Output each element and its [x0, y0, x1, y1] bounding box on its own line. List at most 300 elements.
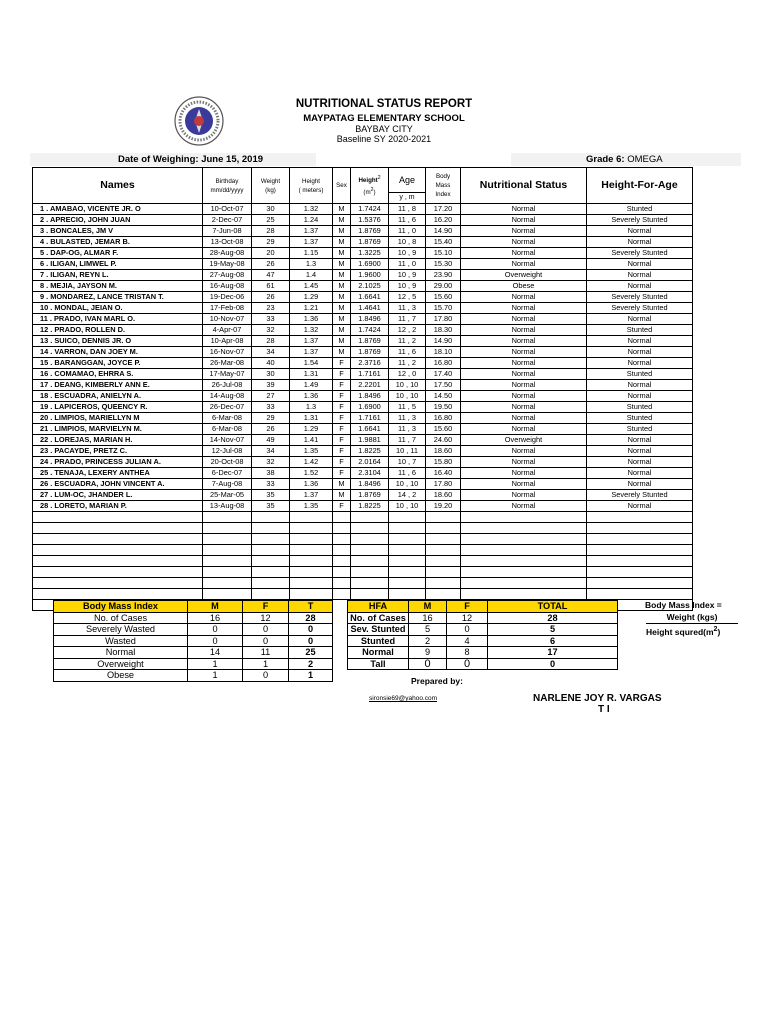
- cell-weight: 38: [252, 468, 290, 479]
- prepared-by-label: Prepared by:: [411, 676, 463, 686]
- empty-cell: [587, 567, 693, 578]
- grade-section: [586, 154, 663, 165]
- cell-bmi: 16.80: [426, 413, 461, 424]
- bmi-summary-cell: 11: [243, 647, 289, 659]
- bmi-summary-cell: 25: [289, 647, 333, 659]
- empty-cell: [33, 578, 203, 589]
- cell-height-squared: 1.6900: [351, 402, 389, 413]
- cell-nutritional-status: Normal: [461, 501, 587, 512]
- cell-height: 1.49: [290, 380, 333, 391]
- cell-height-for-age: Stunted: [587, 325, 693, 336]
- cell-weight: 20: [252, 248, 290, 259]
- cell-height-squared: 2.2201: [351, 380, 389, 391]
- cell-sex: M: [333, 303, 351, 314]
- cell-height: 1.4: [290, 270, 333, 281]
- summary-row: [54, 612, 618, 624]
- cell-height-for-age: Stunted: [587, 369, 693, 380]
- cell-nutritional-status: Normal: [461, 248, 587, 259]
- cell-age: 11 , 6: [389, 347, 426, 358]
- empty-cell: [389, 523, 426, 534]
- table-row: [33, 303, 693, 314]
- cell-birthday: 12-Jul-08: [203, 446, 252, 457]
- cell-age: 12 , 2: [389, 325, 426, 336]
- cell-nutritional-status: Normal: [461, 413, 587, 424]
- table-row: [33, 347, 693, 358]
- cell-height-squared: 1.7161: [351, 369, 389, 380]
- cell-age: 11 , 3: [389, 303, 426, 314]
- empty-row: [33, 567, 693, 578]
- cell-birthday: 6-Mar-08: [203, 413, 252, 424]
- col-bmi-line3: Index: [435, 191, 451, 198]
- summary-gap: [333, 635, 348, 647]
- cell-bmi: 18.60: [426, 490, 461, 501]
- hfa-summary-cell: 0: [488, 658, 618, 670]
- hfa-summary-cell: 0: [409, 658, 447, 670]
- date-value: June 15, 2019: [201, 154, 264, 165]
- cell-height-for-age: Normal: [587, 259, 693, 270]
- empty-cell: [461, 545, 587, 556]
- empty-cell: [351, 578, 389, 589]
- preparer-title: T I: [598, 704, 610, 715]
- cell-height-for-age: Normal: [587, 380, 693, 391]
- cell-birthday: 26-Mar-08: [203, 358, 252, 369]
- cell-birthday: 20-Oct-08: [203, 457, 252, 468]
- empty-cell: [252, 545, 290, 556]
- cell-birthday: 7-Aug-08: [203, 479, 252, 490]
- col-bmi-line1: Body: [435, 173, 451, 180]
- col-age-label: Age: [389, 168, 425, 193]
- col-height2-unit-end: ): [373, 188, 376, 196]
- cell-height-for-age: Stunted: [587, 424, 693, 435]
- empty-cell: [461, 589, 587, 600]
- empty-cell: [426, 545, 461, 556]
- cell-weight: 34: [252, 347, 290, 358]
- cell-nutritional-status: Normal: [461, 204, 587, 215]
- bmi-summary-header: F: [243, 601, 289, 613]
- cell-height-for-age: Normal: [587, 237, 693, 248]
- cell-nutritional-status: Normal: [461, 446, 587, 457]
- empty-cell: [461, 578, 587, 589]
- cell-nutritional-status: Normal: [461, 479, 587, 490]
- empty-cell: [290, 589, 333, 600]
- cell-birthday: 10-Oct-07: [203, 204, 252, 215]
- cell-sex: F: [333, 402, 351, 413]
- cell-birthday: 10-Nov-07: [203, 314, 252, 325]
- cell-sex: M: [333, 347, 351, 358]
- empty-cell: [333, 567, 351, 578]
- cell-bmi: 15.80: [426, 457, 461, 468]
- col-bmi: [426, 168, 461, 204]
- cell-bmi: 17.80: [426, 479, 461, 490]
- col-bmi-line2: Mass: [435, 182, 451, 189]
- cell-weight: 39: [252, 380, 290, 391]
- cell-sex: M: [333, 226, 351, 237]
- cell-birthday: 14-Nov-07: [203, 435, 252, 446]
- cell-bmi: 15.30: [426, 259, 461, 270]
- bmi-denominator-end: ): [717, 626, 721, 637]
- cell-weight: 35: [252, 501, 290, 512]
- empty-cell: [351, 589, 389, 600]
- col-height2-sup: 2: [377, 175, 381, 182]
- cell-height-for-age: Normal: [587, 270, 693, 281]
- col-weight-label: Weight: [260, 177, 281, 185]
- empty-cell: [389, 567, 426, 578]
- empty-row: [33, 523, 693, 534]
- hfa-summary-cell: 17: [488, 647, 618, 659]
- cell-birthday: 17-Feb-08: [203, 303, 252, 314]
- empty-row: [33, 545, 693, 556]
- empty-cell: [351, 556, 389, 567]
- table-header-row: [33, 168, 693, 204]
- cell-height-squared: 1.3225: [351, 248, 389, 259]
- col-height-squared: [351, 168, 389, 204]
- cell-weight: 47: [252, 270, 290, 281]
- cell-height-for-age: Severely Stunted: [587, 248, 693, 259]
- summary-gap: [333, 601, 348, 613]
- empty-cell: [203, 567, 252, 578]
- bmi-summary-cell: Overweight: [54, 658, 188, 670]
- cell-height-for-age: Normal: [587, 281, 693, 292]
- cell-weight: 29: [252, 237, 290, 248]
- cell-height-for-age: Normal: [587, 446, 693, 457]
- summary-gap: [333, 670, 348, 682]
- cell-sex: M: [333, 325, 351, 336]
- bmi-summary-cell: 1: [289, 670, 333, 682]
- empty-cell: [587, 512, 693, 523]
- empty-cell: [290, 567, 333, 578]
- cell-bmi: 15.60: [426, 292, 461, 303]
- cell-height-squared: 1.8769: [351, 490, 389, 501]
- cell-weight: 33: [252, 314, 290, 325]
- col-height-for-age: Height-For-Age: [587, 168, 693, 204]
- cell-weight: 30: [252, 369, 290, 380]
- summary-blank: [488, 670, 618, 682]
- empty-cell: [426, 534, 461, 545]
- cell-height: 1.37: [290, 347, 333, 358]
- empty-cell: [333, 545, 351, 556]
- table-row: [33, 369, 693, 380]
- cell-sex: F: [333, 391, 351, 402]
- cell-sex: F: [333, 358, 351, 369]
- hfa-summary-cell: 0: [447, 658, 488, 670]
- cell-name: 19 . LAPICEROS, QUEENCY R.: [33, 402, 203, 413]
- bmi-summary-header: Body Mass Index: [54, 601, 188, 613]
- summary-gap: [333, 612, 348, 624]
- cell-name: 13 . SUICO, DENNIS JR. O: [33, 336, 203, 347]
- cell-age: 10 , 9: [389, 281, 426, 292]
- cell-height: 1.41: [290, 435, 333, 446]
- summary-gap: [333, 624, 348, 636]
- empty-cell: [461, 523, 587, 534]
- cell-height-squared: 1.8225: [351, 501, 389, 512]
- cell-age: 11 , 6: [389, 468, 426, 479]
- cell-age: 11 , 0: [389, 259, 426, 270]
- cell-sex: F: [333, 468, 351, 479]
- cell-sex: M: [333, 270, 351, 281]
- cell-bmi: 15.10: [426, 248, 461, 259]
- empty-cell: [33, 589, 203, 600]
- cell-birthday: 4-Apr-07: [203, 325, 252, 336]
- bmi-formula-label: Body Mass Index =: [645, 600, 722, 610]
- empty-cell: [203, 534, 252, 545]
- col-height2-unit-sup: 2: [370, 186, 374, 193]
- empty-cell: [351, 534, 389, 545]
- cell-name: 7 . ILIGAN, REYN L.: [33, 270, 203, 281]
- cell-name: 24 . PRADO, PRINCESS JULIAN A.: [33, 457, 203, 468]
- cell-height: 1.32: [290, 204, 333, 215]
- empty-cell: [389, 589, 426, 600]
- empty-row: [33, 512, 693, 523]
- cell-nutritional-status: Normal: [461, 314, 587, 325]
- cell-weight: 34: [252, 446, 290, 457]
- empty-cell: [203, 578, 252, 589]
- cell-nutritional-status: Overweight: [461, 435, 587, 446]
- date-of-weighing: [118, 154, 263, 165]
- grade-label: Grade 6:: [586, 154, 625, 165]
- cell-weight: 23: [252, 303, 290, 314]
- cell-age: 11 , 2: [389, 358, 426, 369]
- cell-height: 1.37: [290, 490, 333, 501]
- hfa-summary-cell: Normal: [348, 647, 409, 659]
- cell-height-for-age: Stunted: [587, 413, 693, 424]
- cell-height-for-age: Normal: [587, 391, 693, 402]
- cell-age: 10 , 8: [389, 237, 426, 248]
- empty-cell: [351, 512, 389, 523]
- col-height2-unit: (m: [363, 188, 371, 196]
- baseline-label: Baseline SY 2020-2021: [336, 134, 432, 144]
- cell-birthday: 26-Jul-08: [203, 380, 252, 391]
- cell-birthday: 28-Aug-08: [203, 248, 252, 259]
- empty-cell: [426, 567, 461, 578]
- cell-name: 6 . ILIGAN, LIMWEL P.: [33, 259, 203, 270]
- table-row: [33, 468, 693, 479]
- summary-row: [54, 624, 618, 636]
- bmi-summary-cell: No. of Cases: [54, 612, 188, 624]
- col-height: [290, 168, 333, 204]
- hfa-summary-cell: No. of Cases: [348, 612, 409, 624]
- cell-height: 1.35: [290, 446, 333, 457]
- empty-cell: [33, 534, 203, 545]
- empty-cell: [290, 534, 333, 545]
- col-height-unit: ( meters): [298, 186, 324, 194]
- cell-age: 11 , 7: [389, 435, 426, 446]
- hfa-summary-cell: 4: [447, 635, 488, 647]
- cell-age: 10 , 10: [389, 501, 426, 512]
- empty-row: [33, 556, 693, 567]
- hfa-summary-cell: 8: [447, 647, 488, 659]
- bmi-summary-cell: 14: [188, 647, 243, 659]
- cell-sex: M: [333, 281, 351, 292]
- cell-nutritional-status: Normal: [461, 369, 587, 380]
- empty-cell: [426, 523, 461, 534]
- cell-age: 11 , 3: [389, 424, 426, 435]
- empty-cell: [252, 523, 290, 534]
- empty-cell: [426, 578, 461, 589]
- summary-row: [54, 658, 618, 670]
- cell-name: 25 . TENAJA, LEXERY ANTHEA: [33, 468, 203, 479]
- cell-sex: M: [333, 490, 351, 501]
- date-label: Date of Weighing:: [118, 154, 199, 165]
- cell-birthday: 6-Mar-08: [203, 424, 252, 435]
- table-row: [33, 248, 693, 259]
- empty-cell: [461, 567, 587, 578]
- empty-cell: [252, 534, 290, 545]
- cell-height-squared: 2.1025: [351, 281, 389, 292]
- table-row: [33, 413, 693, 424]
- hfa-summary-cell: Sev. Stunted: [348, 624, 409, 636]
- empty-cell: [587, 534, 693, 545]
- empty-cell: [333, 534, 351, 545]
- cell-age: 10 , 10: [389, 391, 426, 402]
- hfa-summary-cell: 5: [409, 624, 447, 636]
- hfa-summary-cell: 0: [447, 624, 488, 636]
- cell-height: 1.3: [290, 259, 333, 270]
- cell-birthday: 16-Nov-07: [203, 347, 252, 358]
- cell-height: 1.42: [290, 457, 333, 468]
- table-row: [33, 259, 693, 270]
- cell-height: 1.21: [290, 303, 333, 314]
- cell-weight: 27: [252, 391, 290, 402]
- cell-height: 1.35: [290, 501, 333, 512]
- bmi-summary-cell: Obese: [54, 670, 188, 682]
- cell-age: 11 , 6: [389, 215, 426, 226]
- cell-weight: 32: [252, 325, 290, 336]
- cell-height-squared: 1.8496: [351, 391, 389, 402]
- cell-height-squared: 1.6900: [351, 259, 389, 270]
- empty-cell: [333, 556, 351, 567]
- cell-bmi: 24.60: [426, 435, 461, 446]
- cell-height: 1.24: [290, 215, 333, 226]
- cell-name: 12 . PRADO, ROLLEN D.: [33, 325, 203, 336]
- cell-bmi: 15.70: [426, 303, 461, 314]
- empty-cell: [33, 523, 203, 534]
- cell-height-squared: 1.6641: [351, 424, 389, 435]
- cell-name: 1 . AMABAO, VICENTE JR. O: [33, 204, 203, 215]
- cell-height-for-age: Normal: [587, 457, 693, 468]
- hfa-summary-cell: 16: [409, 612, 447, 624]
- bmi-summary-cell: 0: [188, 624, 243, 636]
- bmi-summary-cell: 1: [188, 658, 243, 670]
- cell-height-squared: 2.3104: [351, 468, 389, 479]
- cell-height: 1.45: [290, 281, 333, 292]
- cell-birthday: 7-Jun-08: [203, 226, 252, 237]
- cell-name: 20 . LIMPIOS, MARIELLYN M: [33, 413, 203, 424]
- bmi-summary-header: M: [188, 601, 243, 613]
- cell-birthday: 13-Oct-08: [203, 237, 252, 248]
- cell-age: 11 , 0: [389, 226, 426, 237]
- cell-nutritional-status: Normal: [461, 457, 587, 468]
- cell-weight: 30: [252, 204, 290, 215]
- cell-weight: 29: [252, 413, 290, 424]
- table-row: [33, 424, 693, 435]
- cell-height-for-age: Stunted: [587, 204, 693, 215]
- hfa-summary-cell: 9: [409, 647, 447, 659]
- cell-name: 11 . PRADO, IVAN MARL O.: [33, 314, 203, 325]
- summary-blank: [348, 670, 409, 682]
- report-title: NUTRITIONAL STATUS REPORT: [295, 98, 473, 110]
- cell-age: 12 , 0: [389, 369, 426, 380]
- cell-weight: 49: [252, 435, 290, 446]
- cell-height-for-age: Severely Stunted: [587, 292, 693, 303]
- table-row: [33, 314, 693, 325]
- cell-bmi: 18.60: [426, 446, 461, 457]
- empty-cell: [252, 567, 290, 578]
- cell-height-for-age: Normal: [587, 336, 693, 347]
- cell-sex: M: [333, 336, 351, 347]
- col-weight: [252, 168, 290, 204]
- cell-height-squared: 1.8496: [351, 314, 389, 325]
- col-weight-unit: (kg): [265, 186, 276, 194]
- cell-birthday: 27-Aug-08: [203, 270, 252, 281]
- cell-sex: F: [333, 457, 351, 468]
- cell-height-for-age: Normal: [587, 501, 693, 512]
- cell-height-for-age: Severely Stunted: [587, 490, 693, 501]
- cell-name: 27 . LUM-OC, JHANDER L.: [33, 490, 203, 501]
- cell-name: 8 . MEJIA, JAYSON M.: [33, 281, 203, 292]
- cell-sex: F: [333, 369, 351, 380]
- cell-height-for-age: Normal: [587, 314, 693, 325]
- cell-nutritional-status: Normal: [461, 391, 587, 402]
- email-link[interactable]: sironsie69@yahoo.com: [369, 695, 438, 702]
- cell-name: 16 . COMAMAO, EHRRA S.: [33, 369, 203, 380]
- cell-height-for-age: Severely Stunted: [587, 215, 693, 226]
- cell-birthday: 14-Aug-08: [203, 391, 252, 402]
- cell-birthday: 2-Dec-07: [203, 215, 252, 226]
- cell-birthday: 26-Dec-07: [203, 402, 252, 413]
- section-value: OMEGA: [627, 154, 663, 165]
- cell-weight: 25: [252, 215, 290, 226]
- col-birthday-format: mm/dd/yyyy: [210, 186, 244, 194]
- cell-nutritional-status: Obese: [461, 281, 587, 292]
- col-birthday-label: Birthday: [215, 177, 239, 185]
- cell-height-squared: 1.7424: [351, 204, 389, 215]
- empty-cell: [333, 578, 351, 589]
- empty-cell: [389, 556, 426, 567]
- cell-age: 11 , 8: [389, 204, 426, 215]
- cell-weight: 35: [252, 490, 290, 501]
- cell-bmi: 29.00: [426, 281, 461, 292]
- cell-name: 9 . MONDAREZ, LANCE TRISTAN T.: [33, 292, 203, 303]
- bmi-summary-cell: 12: [243, 612, 289, 624]
- empty-cell: [461, 512, 587, 523]
- cell-birthday: 19-May-08: [203, 259, 252, 270]
- cell-nutritional-status: Normal: [461, 259, 587, 270]
- cell-name: 18 . ESCUADRA, ANIELYN A.: [33, 391, 203, 402]
- empty-cell: [461, 534, 587, 545]
- cell-nutritional-status: Normal: [461, 226, 587, 237]
- cell-height: 1.37: [290, 226, 333, 237]
- cell-height-for-age: Normal: [587, 347, 693, 358]
- cell-age: 11 , 7: [389, 314, 426, 325]
- bmi-summary-cell: Severely Wasted: [54, 624, 188, 636]
- cell-birthday: 13-Aug-08: [203, 501, 252, 512]
- cell-bmi: 16.80: [426, 358, 461, 369]
- empty-cell: [252, 556, 290, 567]
- table-row: [33, 479, 693, 490]
- table-row: [33, 270, 693, 281]
- cell-name: 23 . PACAYDE, PRETZ C.: [33, 446, 203, 457]
- summary-row: [54, 670, 618, 682]
- student-table: [32, 167, 693, 611]
- empty-cell: [203, 545, 252, 556]
- bmi-summary-cell: 1: [188, 670, 243, 682]
- cell-height-squared: 1.5376: [351, 215, 389, 226]
- cell-bmi: 19.50: [426, 402, 461, 413]
- cell-weight: 40: [252, 358, 290, 369]
- empty-cell: [290, 545, 333, 556]
- cell-height-squared: 2.3716: [351, 358, 389, 369]
- empty-cell: [33, 545, 203, 556]
